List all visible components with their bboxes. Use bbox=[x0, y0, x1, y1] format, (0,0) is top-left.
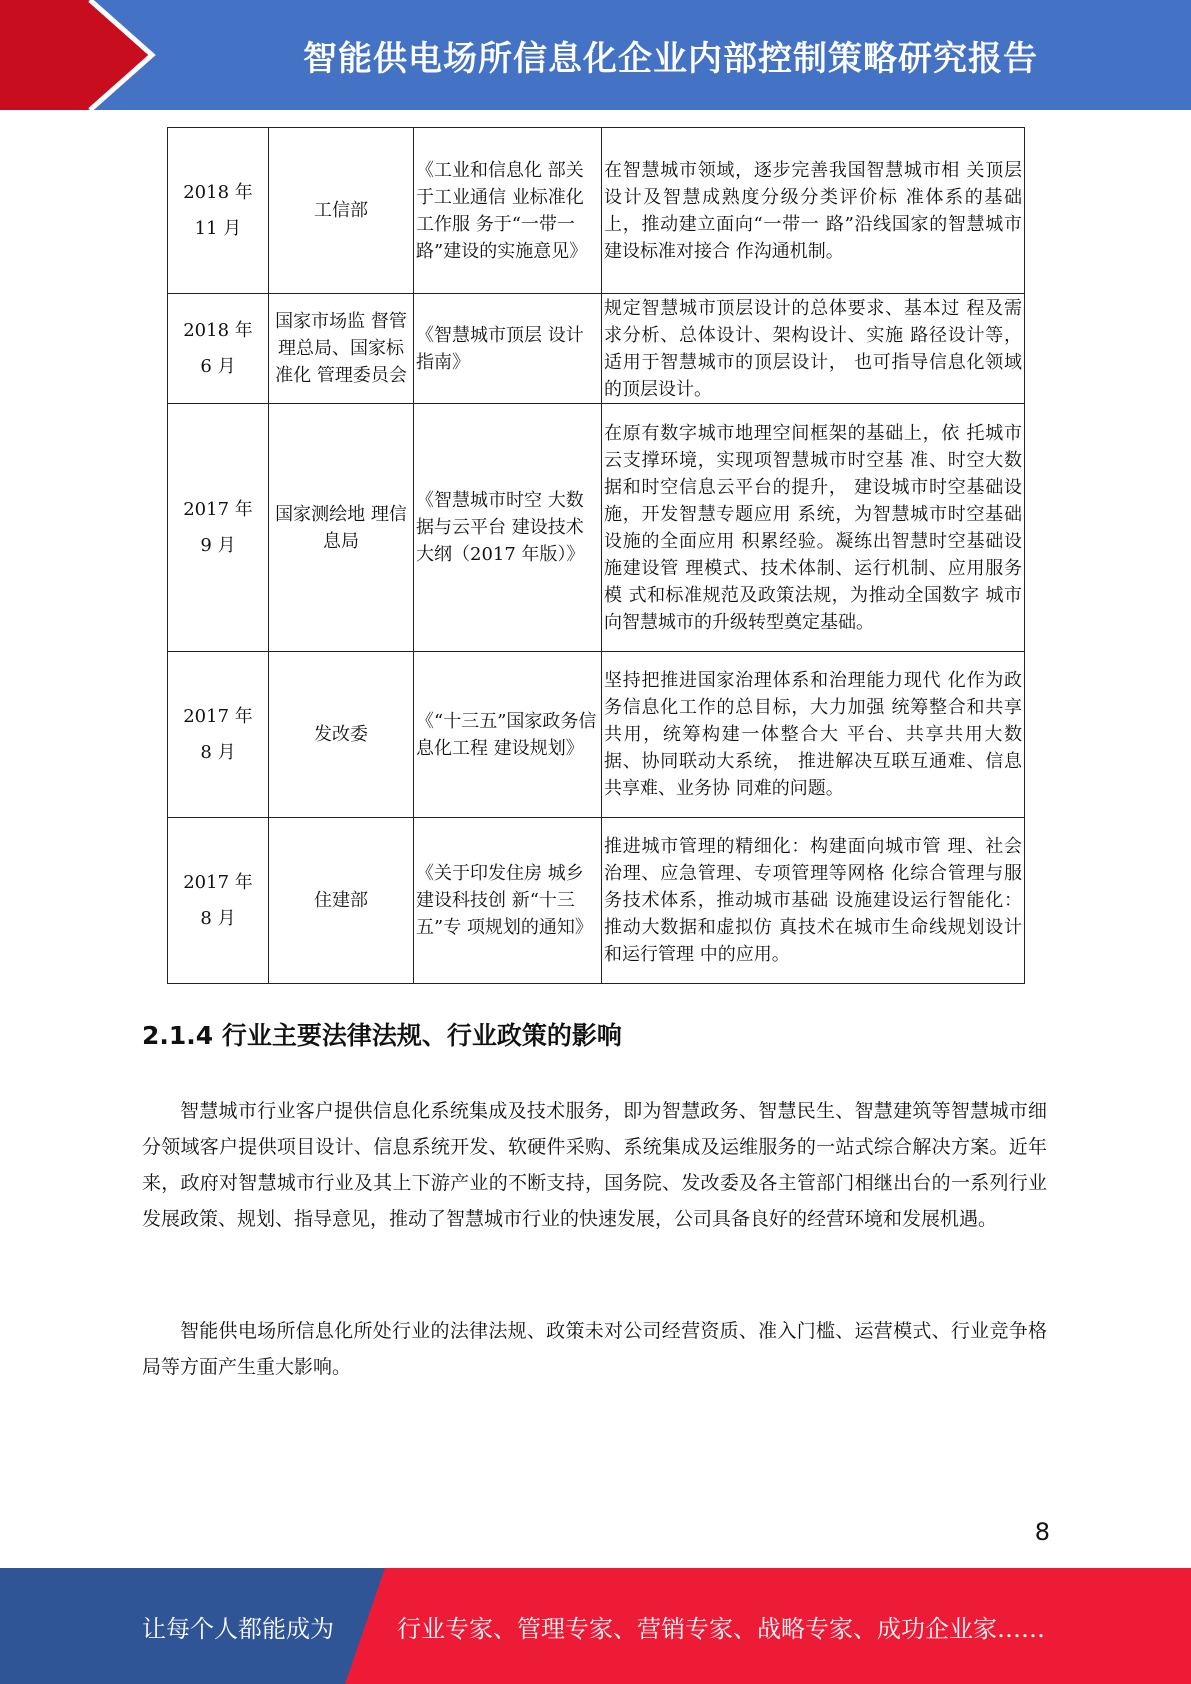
body-paragraph: 智能供电场所信息化所处行业的法律法规、政策未对公司经营资质、准入门槛、运营模式、行业竞争格局等方面产生重大影响。 bbox=[142, 1320, 1047, 1378]
content-cell: 推进城市管理的精细化：构建面向城市管 理、社会治理、应急管理、专项管理等网格 化综合管理与服务技术体系，推动城市基础 设施建设运行智能化：推动大数据和虚拟仿 真技术在城市生命线规划设计和运行管理 中的应用。 bbox=[602, 818, 1025, 984]
table-row bbox=[168, 652, 1025, 818]
date-month: 9 月 bbox=[200, 534, 236, 556]
date-cell bbox=[168, 818, 269, 984]
department-cell: 工信部 bbox=[269, 128, 414, 294]
table-row bbox=[168, 128, 1025, 294]
date-year: 2017 年 bbox=[183, 705, 253, 727]
date-year: 2017 年 bbox=[183, 498, 253, 520]
policy-table bbox=[167, 127, 1025, 984]
date-cell bbox=[168, 404, 269, 652]
document-cell: 《工业和信息化 部关于工业通信 业标准化工作服 务于“一带一 路”建设的实施意见》 bbox=[414, 128, 602, 294]
department-cell: 国家测绘地 理信息局 bbox=[269, 404, 414, 652]
table-row bbox=[168, 294, 1025, 404]
content-cell: 规定智慧城市顶层设计的总体要求、基本过 程及需求分析、总体设计、架构设计、实施 路径设计等，适用于智慧城市的顶层设计， 也可指导信息化领域的顶层设计。 bbox=[602, 294, 1025, 404]
document-cell: 《智慧城市顶层 设计指南》 bbox=[414, 294, 602, 404]
page-number: 8 bbox=[1034, 1518, 1050, 1546]
document-cell: 《关于印发住房 城乡建设科技创 新“十三五”专 项规划的通知》 bbox=[414, 818, 602, 984]
date-month: 8 月 bbox=[200, 741, 236, 763]
document-cell: 《“十三五”国家政务信息化工程 建设规划》 bbox=[414, 652, 602, 818]
page-header bbox=[0, 0, 1191, 110]
date-year: 2017 年 bbox=[183, 871, 253, 893]
date-cell bbox=[168, 128, 269, 294]
footer-slogan-roles: 行业专家、管理专家、营销专家、战略专家、成功企业家…… bbox=[397, 1614, 1045, 1643]
date-cell bbox=[168, 652, 269, 818]
table-row bbox=[168, 818, 1025, 984]
department-cell: 住建部 bbox=[269, 818, 414, 984]
document-cell: 《智慧城市时空 大数据与云平台 建设技术大纲（2017 年版）》 bbox=[414, 404, 602, 652]
content-cell: 在智慧城市领域，逐步完善我国智慧城市相 关顶层设计及智慧成熟度分级分类评价标 准体系的基础上，推动建立面向“一带一 路”沿线国家的智慧城市建设标准对接合 作沟通机制。 bbox=[602, 128, 1025, 294]
report-title: 智能供电场所信息化企业内部控制策略研究报告 bbox=[303, 38, 1038, 79]
date-month: 6 月 bbox=[200, 355, 236, 377]
department-cell: 发改委 bbox=[269, 652, 414, 818]
date-year: 2018 年 bbox=[183, 181, 253, 203]
content-cell: 在原有数字城市地理空间框架的基础上，依 托城市云支撑环境，实现项智慧城市时空基 准、时空大数据和时空信息云平台的提升， 建设城市时空基础设施，开发智慧专题应用 系统，为智慧城市时空基础设施的全面应用 积累经验。凝练出智慧时空基础设施建设管 理模式、技术体制、运行机制、应用服务模 式和标准规范及政策法规，为推动全国数字 城市向智慧城市的升级转型奠定基础。 bbox=[602, 404, 1025, 652]
section-heading: 2.1.4 行业主要法律法规、行业政策的影响 bbox=[142, 1021, 622, 1050]
body-paragraph: 智慧城市行业客户提供信息化系统集成及技术服务，即为智慧政务、智慧民生、智慧建筑等智慧城市细分领域客户提供项目设计、信息系统开发、软硬件采购、系统集成及运维服务的一站式综合解决方案。近年来，政府对智慧城市行业及其上下游产业的不断支持，国务院、发改委及各主管部门相继出台的一系列行业发展政策、规划、指导意见，推动了智慧城市行业的快速发展，公司具备良好的经营环境和发展机遇。 bbox=[142, 1100, 1047, 1230]
department-cell: 国家市场监 督管理总局、国家标准化 管理委员会 bbox=[269, 294, 414, 404]
content-cell: 坚持把推进国家治理体系和治理能力现代 化作为政务信息化工作的总目标，大力加强 统筹整合和共享共用，统筹构建一体整合大 平台、共享共用大数据、协同联动大系统， 推进解决互联互通难、信息共享难、业务协 同难的问题。 bbox=[602, 652, 1025, 818]
date-month: 11 月 bbox=[194, 217, 242, 239]
date-year: 2018 年 bbox=[183, 319, 253, 341]
footer-slogan-lead: 让每个人都能成为 bbox=[142, 1614, 334, 1643]
date-month: 8 月 bbox=[200, 907, 236, 929]
date-cell bbox=[168, 294, 269, 404]
page-footer bbox=[0, 1568, 1191, 1684]
table-row bbox=[168, 404, 1025, 652]
